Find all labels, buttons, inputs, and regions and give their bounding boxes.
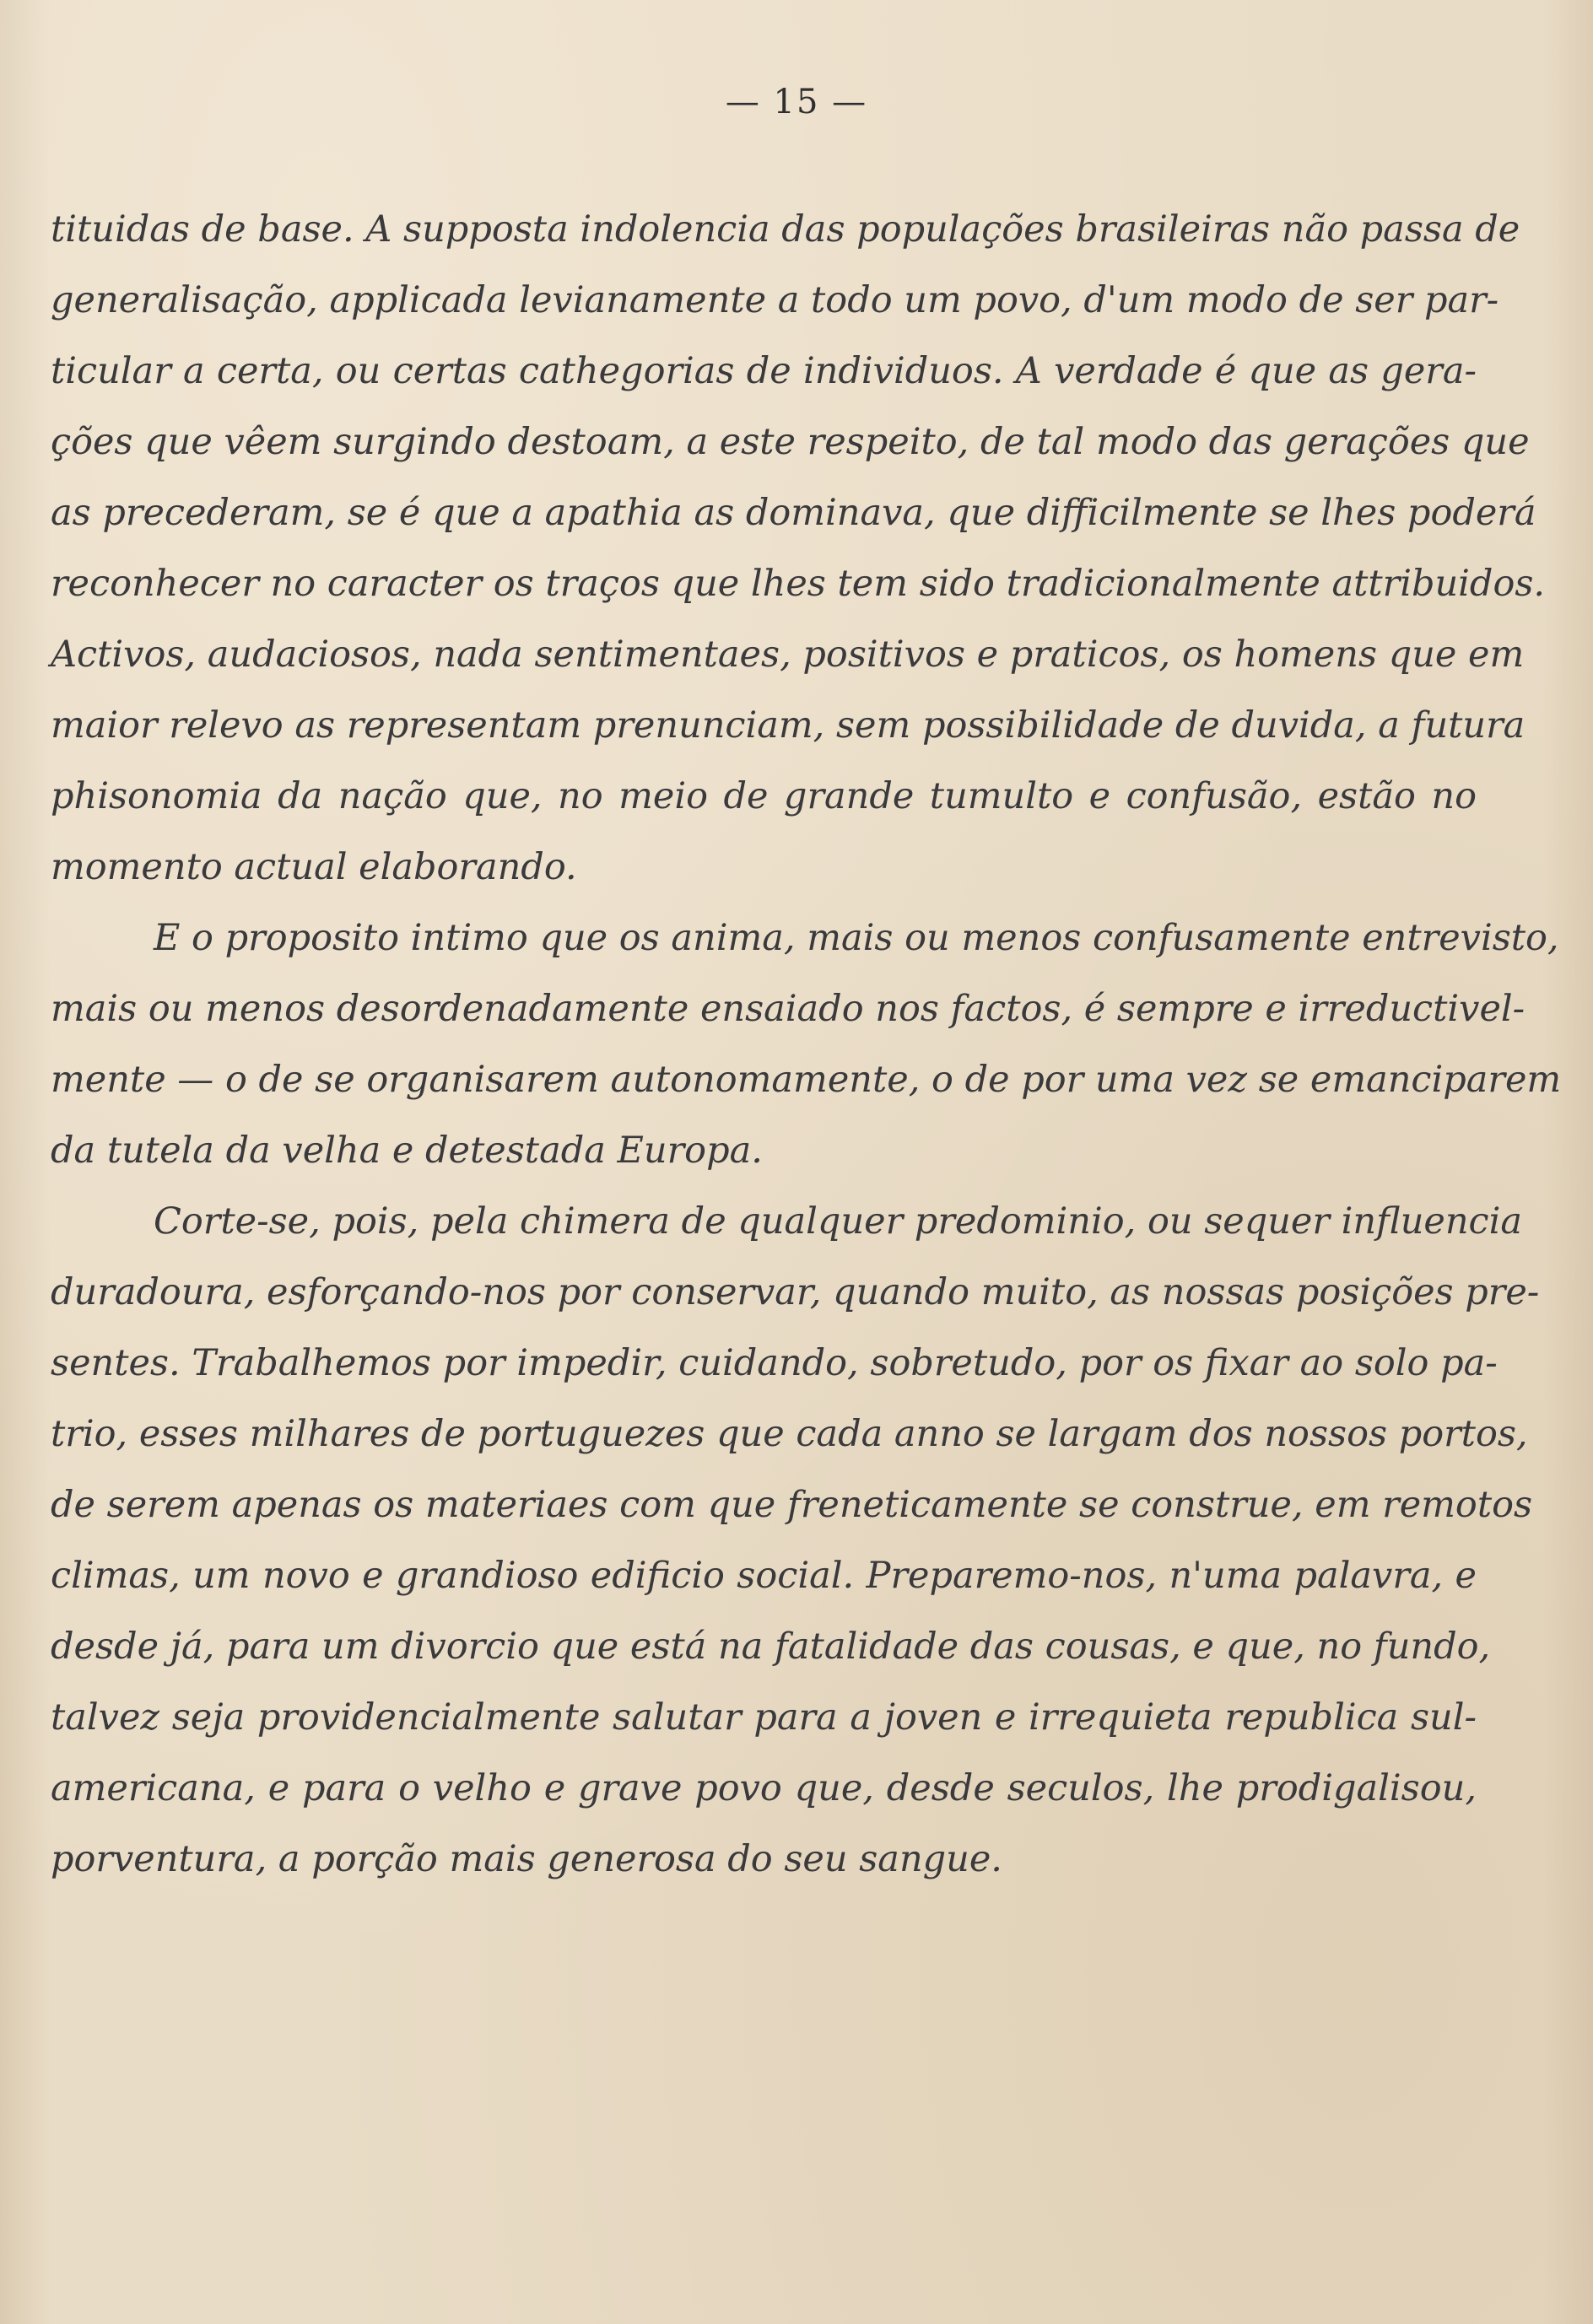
text-line: mente — o de se organisarem autonomamente, o de por uma vez se emanciparem [51, 1059, 1562, 1101]
text-line: desde já, para um divorcio que está na fatalidade das cousas, e que, no fundo, [51, 1626, 1491, 1668]
text-line: maior relevo as representam prenunciam, sem possibilidade de duvida, a futura [51, 704, 1526, 747]
paragraph [51, 194, 1546, 903]
text-line: momento actual elaborando. [51, 846, 577, 888]
text-line: generalisação, applicada levianamente a todo um povo, d'um modo de ser par- [51, 279, 1499, 321]
page-number: — 15 — [725, 83, 868, 121]
text-line: as precederam, se é que a apathia as dominava, que difficilmente se lhes poderá [51, 492, 1536, 534]
text-line: ções que vêem surgindo destoam, a este respeito, de tal modo das gerações que [51, 421, 1530, 463]
paragraph [51, 903, 1562, 1186]
text-line: duradoura, esforçando-nos por conservar, quando muito, as nossas posições pre- [51, 1271, 1540, 1313]
paragraph [51, 1186, 1540, 1895]
text-line: da tutela da velha e detestada Europa. [51, 1130, 763, 1172]
text-line: climas, um novo e grandioso edificio social. Preparemo-nos, n'uma palavra, e [51, 1555, 1477, 1597]
text-line: E o proposito intimo que os anima, mais ou menos confusamente entrevisto, [154, 917, 1559, 959]
text-line: de serem apenas os materiaes com que freneticamente se construe, em remotos [51, 1484, 1533, 1526]
body-text [51, 194, 1562, 1895]
text-line: tituidas de base. A supposta indolencia das populações brasileiras não passa de [51, 208, 1520, 251]
text-line: Corte-se, pois, pela chimera de qualquer predominio, ou sequer influencia [154, 1200, 1523, 1243]
text-line: trio, esses milhares de portuguezes que cada anno se largam dos nossos portos, [51, 1413, 1528, 1455]
text-line: sentes. Trabalhemos por impedir, cuidando, sobretudo, por os fixar ao solo pa- [51, 1342, 1498, 1384]
text-line: americana, e para o velho e grave povo que, desde seculos, lhe prodigalisou, [51, 1767, 1477, 1809]
text-line: reconhecer no caracter os traços que lhes tem sido tradicionalmente attribuidos. [51, 563, 1546, 605]
text-line: mais ou menos desordenadamente ensaiado nos factos, é sempre e irreductivel- [51, 988, 1526, 1030]
text-line: phisonomia da nação que, no meio de grande tumulto e confusão, estão no [51, 775, 1477, 817]
text-line: ticular a certa, ou certas cathegorias de individuos. A verdade é que as gera- [51, 350, 1477, 392]
text-line: porventura, a porção mais generosa do seu sangue. [51, 1838, 1002, 1880]
text-line: Activos, audaciosos, nada sentimentaes, positivos e praticos, os homens que em [51, 634, 1525, 676]
text-line: talvez seja providencialmente salutar para a joven e irrequieta republica sul- [51, 1696, 1477, 1739]
